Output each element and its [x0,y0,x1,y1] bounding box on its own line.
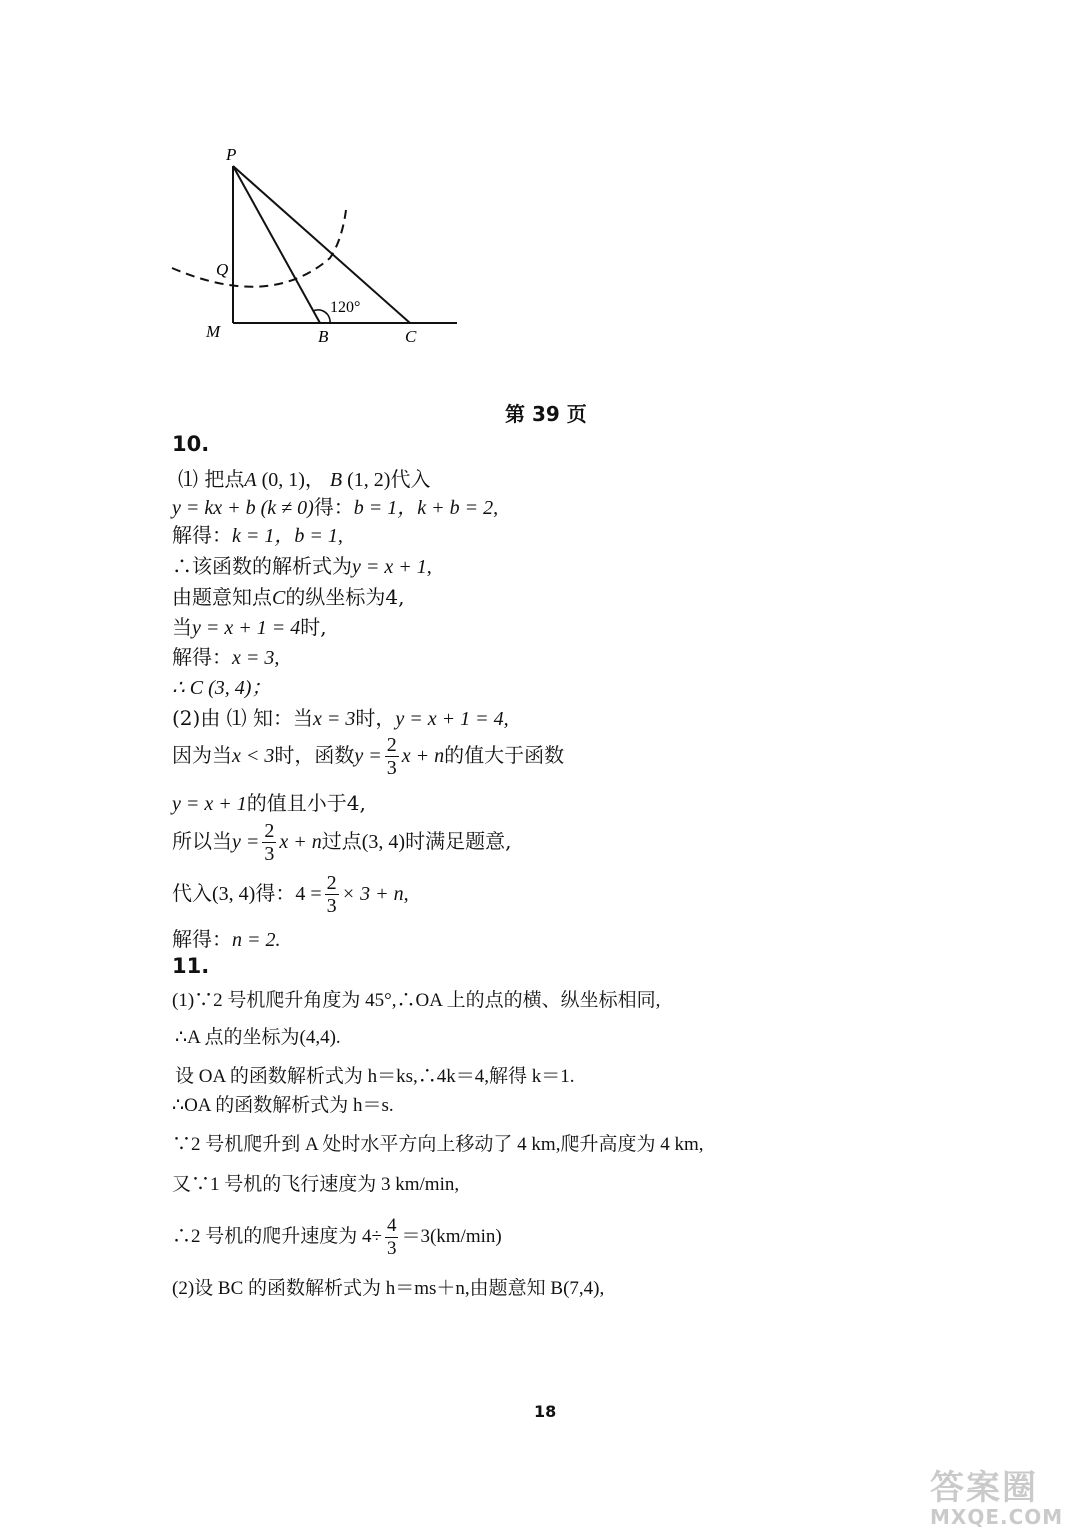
segment-pb [233,166,320,323]
q10-line-8: ∴ C (3, 4)； [172,677,272,699]
dashed-arc [172,210,346,287]
label-p: P [226,145,237,164]
q11-line-1: (1)∵2 号机爬升角度为 45°,∴OA 上的点的横、纵坐标相同, [172,990,661,1011]
segment-pc [233,166,410,323]
q11-line-3: 设 OA 的函数解析式为 h＝ks,∴4k＝4,解得 k＝1. [175,1066,575,1087]
q10-line-11: y = x + 1的值且小于4, [172,791,366,815]
label-q: Q [216,260,229,279]
q11-number: 11. [172,954,210,978]
fraction: $\frac{4}{3}$ [386,1215,397,1259]
q11-line-7: ∴2 号机的爬升速度为 4÷ $\frac{4}{3}$ ＝3(km/min) [172,1215,502,1259]
q10-line-14: 解得：n = 2. [172,927,281,951]
q10-line-2: y = kx + b (k ≠ 0)得：b = 1，k + b = 2, [172,495,499,519]
q11-line-6: 又∵1 号机的飞行速度为 3 km/min, [172,1174,460,1195]
q10-line-5: 由题意知点C的纵坐标为4, [172,585,405,609]
q11-line-4: ∴OA 的函数解析式为 h＝s. [172,1095,394,1116]
page-heading: 第 39 页 [505,402,587,426]
q11-line-2: ∴A 点的坐标为(4,4). [175,1027,341,1048]
q10-line-12: 所以当y = $\frac{2}{3}$ x + n过点(3, 4)时满足题意, [172,820,512,865]
fraction: $\frac{2}{3}$ [326,872,337,917]
q10-line-10: 因为当x < 3时，函数y = $\frac{2}{3}$ x + n的值大于函数 [172,734,565,779]
label-b: B [318,327,329,346]
q10-line-3: 解得：k = 1，b = 1, [172,523,343,547]
fraction: $\frac{2}{3}$ [386,734,397,779]
q11-line-5: ∵2 号机爬升到 A 处时水平方向上移动了 4 km,爬升高度为 4 km, [172,1134,704,1155]
q11-line-8: (2)设 BC 的函数解析式为 h＝ms＋n,由题意知 B(7,4), [172,1278,605,1299]
q10-number: 10. [172,432,210,456]
q10-line-9: (2)由 ⑴ 知：当x = 3时，y = x + 1 = 4, [172,706,509,730]
watermark-logo [930,1470,1080,1532]
page-number: 18 [534,1402,557,1421]
q10-line-7: 解得：x = 3, [172,645,280,669]
fraction: $\frac{2}{3}$ [264,820,275,865]
label-angle: 120° [330,299,361,316]
label-c: C [405,327,417,346]
label-m: M [206,322,221,341]
q10-line-1: ⑴ 把点A (0, 1)， B (1, 2)代入 [178,467,431,491]
geometry-figure [160,140,480,360]
q10-line-6: 当y = x + 1 = 4时, [172,615,327,639]
watermark-top-text: 答案圈 [930,1468,1038,1508]
watermark-bottom-text: MXQE.COM [930,1505,1064,1529]
q10-line-4: ∴该函数的解析式为y = x + 1, [172,554,432,578]
q10-line-13: 代入(3, 4)得：4 = $\frac{2}{3}$ × 3 + n, [172,872,409,917]
